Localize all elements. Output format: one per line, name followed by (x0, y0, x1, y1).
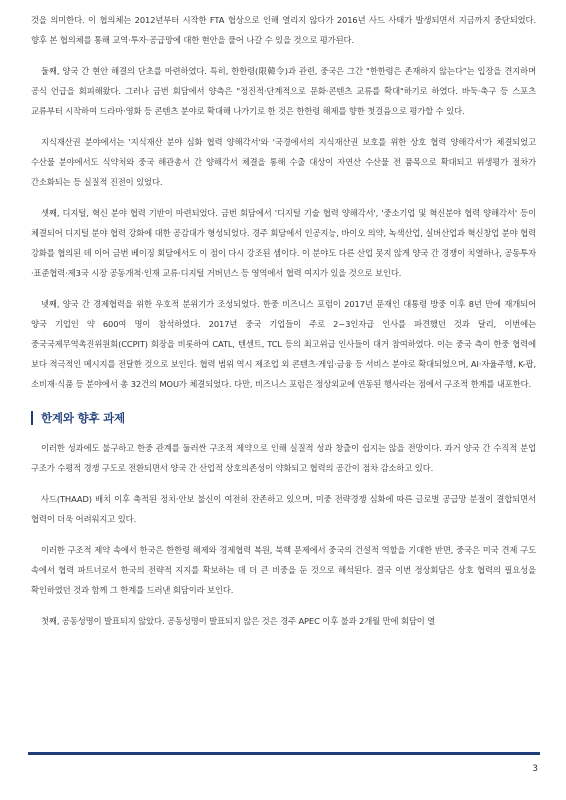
body-paragraph: 셋째, 디지털, 혁신 분야 협력 기반이 마련되었다. 금번 회담에서 '디지털 기술 협력 양해각서', '중소기업 및 혁신분야 협력 양해각서' 등이 체결되어 디지털 분야 협력 강화에 대한 공감대가 형성되었다. 경주 회담에서 인공지능, 바이오 의약, 녹색산업, 실버산업과 혁신창업 분야 협력 강화를 협의된 데 이어 금번 베이징 회담에서도 이 점이 다시 강조된 셈이다. 이 분야도 다른 산업 못지 않게 양국 간 경쟁이 치열하나, 공동투자·표준협력·제3국 시장 공동개척·인재 교류·디지털 거버넌스 등 영역에서 협력 여지가 있을 것으로 보인다. (31, 208, 536, 278)
body-paragraph: 넷째, 양국 간 경제협력을 위한 우호적 분위기가 조성되었다. 한중 비즈니스 포럼이 2017년 문재인 대통령 방중 이후 8년 만에 재개되어 양국 기업인 약 600여 명이 참석하였다. 2017년 중국 기업들이 주로 2~3인자급 인사를 파견했던 것과 달리, 이번에는 중국국제무역촉진위원회(CCPIT) 회장을 비롯하여 CATL, 텐센트, TCL 등의 최고위급 인사들이 대거 참여하였다. 이는 중국 측이 한중 협력에 보다 적극적인 메시지를 전달한 것으로 보인다. 협력 범위 역시 제조업 외 콘텐츠·게임·금융 등 서비스 분야로 확대되었으며, AI·자율주행, K-팝, 소비재·식품 등 분야에서 총 32건의 MOU가 체결되었다. 다만, 비즈니스 포럼은 정상외교에 연동된 행사라는 점에서 구조적 한계를 내포한다. (31, 299, 536, 389)
heading-marker (31, 411, 33, 425)
page-number: 3 (532, 764, 538, 774)
body-paragraph: 둘째, 양국 간 현안 해결의 단초를 마련하였다. 특히, 한한령(限韓令)과 관련, 중국은 그간 "한한령은 존재하지 않는다"는 입장을 견지하며 공식 언급을 회피해왔다. 그러나 금번 회담에서 양측은 "정진적·단계적으로 문화·콘텐츠 교류를 확대"하기로 하였다. 바둑·축구 등 스포츠 교류부터 시작하여 드라마·영화 등 콘텐츠 분야로 확대해 나가기로 한 것은 한한령 해제를 향한 첫걸음으로 평가할 수 있다. (31, 66, 536, 116)
body-paragraph: 첫째, 공동성명이 발표되지 않았다. 공동성명이 발표되지 않은 것은 경주 APEC 이후 불과 2개월 만에 회담이 열 (41, 616, 436, 626)
section-title: 한계와 향후 과제 (41, 411, 125, 425)
footer-rule (28, 752, 540, 755)
body-paragraph: 것을 의미한다. 이 협의체는 2012년부터 시작한 FTA 협상으로 인해 열리지 않다가 2016년 사드 사태가 발생되면서 지금까지 중단되었다. 향후 본 협의체를 통해 교역·투자·공급망에 대한 현안을 풀어 나갈 수 있을 것으로 평가된다. (31, 15, 536, 45)
body-paragraph: 이러한 구조적 제약 속에서 한국은 한한령 해제와 경제협력 복원, 북핵 문제에서 중국의 건설적 역할을 기대한 반면, 중국은 미국 견제 구도 속에서 협력 파트너로서 한국의 전략적 지지를 확보하는 데 더 큰 비중을 둔 것으로 해석된다. 결국 이번 정상회담은 상호 협력의 필요성을 확인하였던 것과 함께 그 한계를 드러낸 회담이라 보인다. (31, 545, 536, 595)
body-paragraph: 지식재산권 분야에서는 '지식재산 분야 심화 협력 양해각서'와 '국경에서의 지식재산권 보호를 위한 상호 협력 양해각서'가 체결되었고 수산물 분야에서도 식약처와 중국 해관총서 간 양해각서 체결을 통해 수출 대상이 자연산 수산물 전 품목으로 확대되고 위생평가 절차가 간소화되는 등 실질적 진전이 있었다. (31, 137, 536, 187)
page-content (31, 10, 536, 642)
section-heading (31, 408, 536, 428)
body-paragraph: 사드(THAAD) 배치 이후 축적된 정치·안보 불신이 여전히 잔존하고 있으며, 미중 전략경쟁 심화에 따른 글로벌 공급망 분절이 결합되면서 협력이 더욱 어려워지고 있다. (31, 494, 536, 524)
body-paragraph: 이러한 성과에도 불구하고 한중 관계를 둘러싼 구조적 제약으로 인해 실질적 성과 창출이 쉽지는 않을 전망이다. 과거 양국 간 수직적 분업 구조가 수평적 경쟁 구도로 전환되면서 양국 간 산업적 상호의존성이 약화되고 협력의 공간이 점차 감소하고 있다. (31, 443, 536, 473)
